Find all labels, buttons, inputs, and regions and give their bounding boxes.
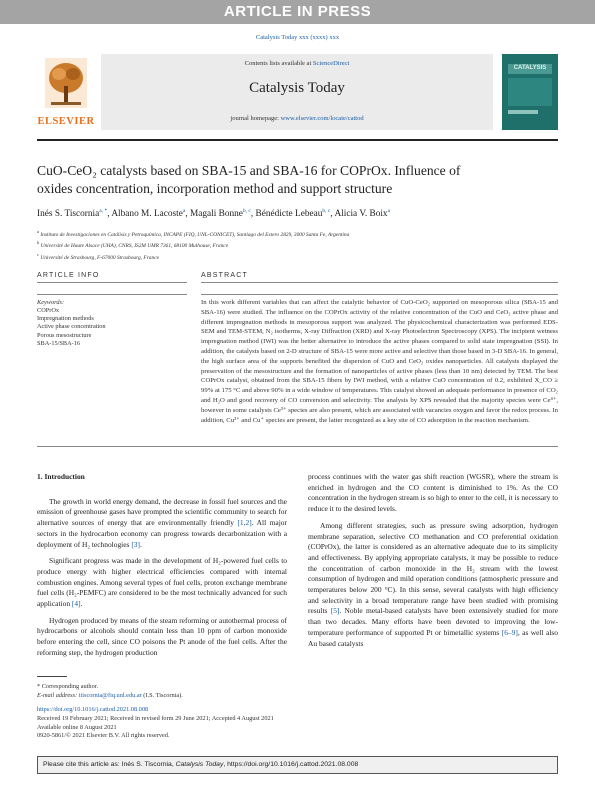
elsevier-wordmark: ELSEVIER <box>37 116 95 127</box>
author-affiliation-marker[interactable]: a <box>387 208 391 214</box>
keywords-list <box>37 307 106 348</box>
reference-link[interactable]: [5] <box>330 606 340 616</box>
publication-info: https://doi.org/10.1016/j.cattod.2021.08.008 Received 19 February 2021; Received in revised form 29 June 2021; Accepted 4 August 2021 Available online 8 August 2021 0920-5861/© 2021 Elsevier B.V. All rights reserved. <box>37 706 357 741</box>
author-name: Alicia V. Boix <box>334 209 388 220</box>
email-link[interactable]: itiscornia@fiq.unl.edu.ar <box>78 691 142 699</box>
journal-cover-image <box>502 54 558 130</box>
abstract-text: In this work different variables that can affect the catalytic behavior of CuO-CeO₂ supported on mesoporous silica (SBA-15 and SBA-16) were studied. The influence on the COPrOx activity of the relative concentration of the CuO and CeO₂ active phase and different impregnation methods in mesoporous support was analyzed. The physicochemical characterization was performed EDS-SEM and TEM-STEM, N₂ isotherms, X-ray Diffraction (XRD) and X-ray Photoelectron Spectroscopy (XPS). The incipient wetness impregnation method (IWI) was the better alternative to introduce the active phases compared to solid state impregnation (SSI). In addition, the catalysts based on 2-D structure of SBA-15 were more active and selective than those based in 3-D SBA-16. In general, the high surface area of the supports benefited the dispersion of CuO and CeO₂ oxides nanoparticles. All catalysts displayed the preservation of the mesostructure and the formation of nanoparticles of active phases (less than 10 nm) detected by TEM. The best COPrOx catalyst, obtained from the SBA-15 fibers by IWI method, with a relative CuO concentration of 0.2, exhibited X_CO ≥ 99% at 175 °C and above 90% in a wide window of temperatures. This catalyst showed an adequate performance in presence of CO₂ and H₂O and good recovery of CO conversion and selectivity. The analysis by XPS revealed that the majority species were Ce⁴⁺, however in some catalysts Ce³⁺ species are also present, which are associated with vacancies oxygen and favor the redox process. In addition, Cu²⁺ and Cu⁺ species are present, the latter recognized as a key site of CO adsorption in the reaction mechanism. <box>201 299 558 424</box>
keyword-item: Active phase concentration <box>37 323 106 331</box>
affiliation-item: $^a$ Instituto de Investigaciones en Catálisis y Petroquímica, INCAPE (FIQ, UNL-CONICET), Santiago del Estero 2829, 3000 Santa Fe, Argentina <box>37 229 350 238</box>
article-title: CuO-CeO₂ catalysts based on SBA-15 and SBA-16 for COPrOx. Influence of oxides concentration, incorporation method and support structure <box>37 163 461 196</box>
section-heading-introduction: 1. Introduction <box>37 472 85 481</box>
footnote-rule <box>37 676 67 677</box>
abstract-heading: ABSTRACT <box>201 272 248 279</box>
body-paragraph: Significant progress was made in the development of H₂-powered fuel cells to produce energy with higher electrical efficiencies compared with internal combustion engines. Among several types of fuel cells, proton exchange membrane fuel cells (H₂-PEMFC) are considered to be the most technically advanced for such application [4]. <box>37 556 287 609</box>
doi-link[interactable]: https://doi.org/10.1016/j.cattod.2021.08.008 <box>37 706 149 713</box>
sciencedirect-link[interactable]: ScienceDirect <box>312 60 350 67</box>
keywords-label: Keywords: <box>37 299 65 306</box>
keyword-item: COPrOx <box>37 307 60 314</box>
reference-link[interactable]: [3] <box>131 539 140 549</box>
journal-header <box>37 54 558 132</box>
keyword-item: Impregnation methods <box>37 315 94 323</box>
journal-citation-line[interactable]: Catalysis Today xxx (xxxx) xxx <box>255 34 340 41</box>
body-paragraph: The growth in world energy demand, the decrease in fossil fuel sources and the emission of greenhouse gases have prompted the scientific community to search for alternative sources of energy that are environmentally friendly [1,2]. All major sectors in the hydrocarbon economy can progress towards decarbonization with a deployment of H₂ technologies [3]. <box>37 496 287 549</box>
author-affiliation-marker[interactable]: b, c <box>242 208 251 214</box>
homepage-link[interactable]: www.elsevier.com/locate/cattod <box>280 115 364 122</box>
article-info-heading: ARTICLE INFO <box>37 272 100 279</box>
info-rule-2 <box>37 294 187 295</box>
body-paragraph: Hydrogen produced by means of the steam reforming or autothermal process of hydrocarbons or alcohols should contain less than 10 ppm of carbon monoxide before entering the cell, since CO poisons the Pt anode of the fuel cells. After the reforming step, the hydrogen production <box>37 615 287 657</box>
author-affiliation-marker[interactable]: b, c <box>322 208 331 214</box>
article-in-press-banner: ARTICLE IN PRESS <box>0 0 595 24</box>
journal-info-box <box>101 54 493 130</box>
header-rule <box>37 139 558 141</box>
contents-line: Contents lists available at ScienceDirect <box>244 60 350 67</box>
keyword-item: Porous mesostructure <box>37 331 92 339</box>
author-list: Inés S. Tiscornia$^{a, *}$, Albano M. Lacoste$^a$, Magali Bonne$^{b, c}$, Bénédicte Lebeau$^{b, c}$, Alicia V. Boix$^a$ <box>37 208 391 220</box>
reference-link[interactable]: [4] <box>71 599 81 609</box>
homepage-line: journal homepage: www.elsevier.com/locate/cattod <box>230 115 364 122</box>
body-paragraph: Among different strategies, such as pressure swing adsorption, hydrogen membrane separation, selective CO methanation and CO preferential oxidation (COPrOx), the latter is considered as an alternative adequate due to its simplicity and effectiveness. By applying appropriate catalysts, it may be possible to reduce the concentration of carbon monoxide in the H₂ stream with the lowest consumption of hydrogen and mild operation conditions (atmospheric pressure and temperatures below 200 °C). In this sense, several catalysts with high efficiency and selectivity in a broad temperature range have been studied with promising results [5]. Noble metal-based catalysts have been extensively studied for more than two decades. Many efforts have been devoted to improving the low-temperature performance of supported Pt or bimetallic systems [6–9], as well also Au based catalysts <box>308 520 559 648</box>
abstract-bottom-rule <box>37 446 558 447</box>
elsevier-logo <box>37 54 95 130</box>
affiliation-item: $^c$ Université de Strasbourg, F-67000 Strasbourg, France <box>37 251 159 261</box>
left-column <box>37 472 287 665</box>
cover-title: CATALYSIS <box>513 65 547 71</box>
author-name: Bénédicte Lebeau <box>255 209 323 220</box>
elsevier-tree-icon <box>45 58 87 108</box>
author-name: Magali Bonne <box>189 209 243 220</box>
cite-this-article-box: Please cite this article as: Inés S. Tiscornia, Catalysis Today, https://doi.org/10.1016/j.cattod.2021.08.008 <box>37 756 558 774</box>
journal-name: Catalysis Today <box>249 80 345 96</box>
reference-link[interactable]: [1,2] <box>237 518 252 528</box>
info-rule <box>37 282 187 283</box>
affiliation-item: $^b$ Université de Haute Alsace (UHA), CNRS, IS2M UMR 7361, 68100 Mulhouse, France <box>37 240 229 250</box>
keyword-item: SBA-15/SBA-16 <box>37 339 81 347</box>
author-name: Inés S. Tiscornia <box>37 209 100 220</box>
affiliations <box>37 228 557 262</box>
body-paragraph: process continues with the water gas shift reaction (WGSR), where the stream is enriched in hydrogen and the CO content is diminished to 1%. As the CO concentration in the hydrogen stream is so high to enter to the cell, it is necessary to reduce it to the desired levels. <box>308 472 558 514</box>
right-column <box>308 472 558 655</box>
abstract-rule <box>201 282 558 283</box>
author-affiliation-marker[interactable]: a <box>182 208 186 214</box>
footnote: * Corresponding author. E-mail address: itiscornia@fiq.unl.edu.ar (I.S. Tiscornia). <box>37 683 183 699</box>
author-affiliation-marker[interactable]: a, * <box>99 208 108 214</box>
reference-link[interactable]: [6–9] <box>501 627 518 637</box>
author-name: Albano M. Lacoste <box>111 209 183 220</box>
abstract-rule-2 <box>201 294 558 295</box>
